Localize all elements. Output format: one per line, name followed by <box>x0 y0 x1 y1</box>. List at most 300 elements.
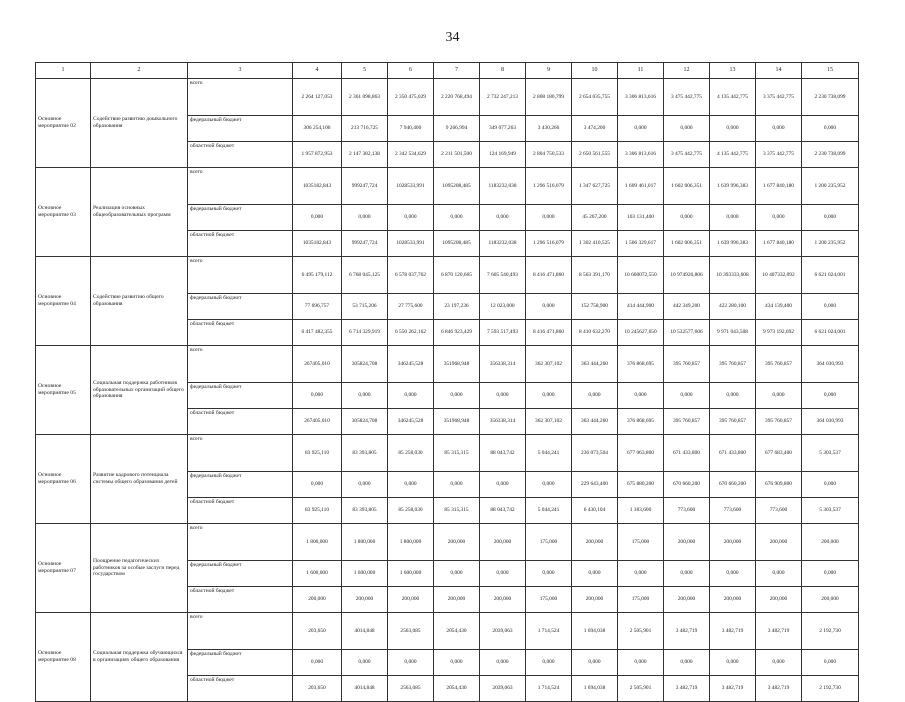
amount-cell: 3 482,719 <box>664 676 710 702</box>
amount-cell: 85 315,315 <box>434 435 480 472</box>
amount-cell: 0,000 <box>802 472 859 498</box>
amount-cell: 395 760,857 <box>756 346 802 383</box>
amount-cell: 1 296 516,079 <box>526 168 572 205</box>
amount-cell: 2563,085 <box>388 613 434 650</box>
budget-source-label: федеральный бюджет <box>188 383 293 409</box>
amount-cell: 0,000 <box>342 472 388 498</box>
amount-cell: 8 416 471,860 <box>526 257 572 294</box>
amount-cell: 152 758,900 <box>572 294 618 320</box>
amount-cell: 0,000 <box>618 116 664 142</box>
amount-cell: 0,000 <box>526 472 572 498</box>
amount-cell: 3 306 813,616 <box>618 79 664 116</box>
amount-cell: 3 475 442,775 <box>664 79 710 116</box>
amount-cell: 200,000 <box>802 524 859 561</box>
amount-cell: 200,000 <box>388 587 434 613</box>
amount-cell: 0,000 <box>293 205 342 231</box>
amount-cell: 5 044,241 <box>526 435 572 472</box>
measure-name: Основное мероприятие 06 <box>36 435 91 524</box>
amount-cell: 0,000 <box>802 116 859 142</box>
amount-cell: 2 192,730 <box>802 613 859 650</box>
column-number: 15 <box>802 63 859 79</box>
amount-cell: 2563,085 <box>388 676 434 702</box>
amount-cell: 1183232,038 <box>480 231 526 257</box>
budget-source-label: областной бюджет <box>188 676 293 702</box>
budget-table-container <box>35 62 858 702</box>
amount-cell: 0,000 <box>480 650 526 676</box>
amount-cell: 0,000 <box>293 650 342 676</box>
amount-cell: 203,650 <box>293 613 342 650</box>
amount-cell: 1 957 872,953 <box>293 142 342 168</box>
amount-cell: 88 043,742 <box>480 498 526 524</box>
amount-cell: 200,000 <box>802 587 859 613</box>
budget-source-label: областной бюджет <box>188 587 293 613</box>
amount-cell: 2 230 738,099 <box>802 142 859 168</box>
amount-cell: 395 760,857 <box>710 346 756 383</box>
amount-cell: 0,000 <box>434 383 480 409</box>
amount-cell: 1 200 235,952 <box>802 168 859 205</box>
amount-cell: 1 200 235,952 <box>802 231 859 257</box>
amount-cell: 200,000 <box>756 587 802 613</box>
amount-cell: 1 677 840,180 <box>756 231 802 257</box>
budget-source-label: областной бюджет <box>188 409 293 435</box>
budget-source-label: федеральный бюджет <box>188 294 293 320</box>
amount-cell: 1 602 006,351 <box>664 231 710 257</box>
amount-cell: 85 315,315 <box>434 498 480 524</box>
budget-source-label: всего <box>188 346 293 383</box>
amount-cell: 1028533,991 <box>388 168 434 205</box>
amount-cell: 1 677 840,180 <box>756 168 802 205</box>
amount-cell: 236 073,504 <box>572 435 618 472</box>
amount-cell: 1 639 996,383 <box>710 231 756 257</box>
amount-cell: 1 714,524 <box>526 676 572 702</box>
amount-cell: 2054,430 <box>434 676 480 702</box>
measure-name: Основное мероприятие 02 <box>36 79 91 168</box>
amount-cell: 23 197,236 <box>434 294 480 320</box>
amount-cell: 10 245627,650 <box>618 320 664 346</box>
budget-source-label: всего <box>188 257 293 294</box>
amount-cell: 85 258,030 <box>388 498 434 524</box>
table-row <box>36 613 859 650</box>
amount-cell: 0,000 <box>526 650 572 676</box>
amount-cell: 2 505,901 <box>618 613 664 650</box>
amount-cell: 124 169,949 <box>480 142 526 168</box>
amount-cell: 175,000 <box>526 524 572 561</box>
amount-cell: 6 846 923,429 <box>434 320 480 346</box>
amount-cell: 0,000 <box>434 650 480 676</box>
amount-cell: 676 909,800 <box>756 472 802 498</box>
amount-cell: 10 532577,606 <box>664 320 710 346</box>
table-row <box>36 346 859 383</box>
measure-name: Основное мероприятие 04 <box>36 257 91 346</box>
amount-cell: 2 350 475,029 <box>388 79 434 116</box>
amount-cell: 1 347 627,725 <box>572 168 618 205</box>
amount-cell: 200,000 <box>434 524 480 561</box>
amount-cell: 364 030,993 <box>802 346 859 383</box>
column-number: 1 <box>36 63 91 79</box>
amount-cell: 670 660,200 <box>664 472 710 498</box>
amount-cell: 200,000 <box>434 587 480 613</box>
amount-cell: 2054,430 <box>434 613 480 650</box>
amount-cell: 0,000 <box>802 205 859 231</box>
amount-cell: 999247,724 <box>342 231 388 257</box>
amount-cell: 0,000 <box>710 383 756 409</box>
amount-cell: 0,000 <box>710 116 756 142</box>
amount-cell: 363 444,260 <box>572 346 618 383</box>
budget-source-label: всего <box>188 613 293 650</box>
table-row <box>36 79 859 116</box>
amount-cell: 200,000 <box>480 587 526 613</box>
amount-cell: 1 296 516,079 <box>526 231 572 257</box>
column-number: 3 <box>188 63 293 79</box>
column-number: 11 <box>618 63 664 79</box>
amount-cell: 2 505,901 <box>618 676 664 702</box>
amount-cell: 200,000 <box>293 587 342 613</box>
amount-cell: 0,000 <box>802 294 859 320</box>
amount-cell: 1 602 006,351 <box>664 168 710 205</box>
budget-source-label: федеральный бюджет <box>188 650 293 676</box>
amount-cell: 346245,528 <box>388 346 434 383</box>
amount-cell: 12 023,000 <box>480 294 526 320</box>
budget-source-label: областной бюджет <box>188 320 293 346</box>
amount-cell: 2 808 180,799 <box>526 79 572 116</box>
amount-cell: 414 444,900 <box>618 294 664 320</box>
column-number: 10 <box>572 63 618 79</box>
amount-cell: 0,000 <box>618 383 664 409</box>
amount-cell: 2 732 247,213 <box>480 79 526 116</box>
budget-source-label: всего <box>188 524 293 561</box>
amount-cell: 1 609 461,017 <box>618 168 664 205</box>
amount-cell: 0,000 <box>664 116 710 142</box>
amount-cell: 267405,010 <box>293 409 342 435</box>
amount-cell: 200,000 <box>710 524 756 561</box>
amount-cell: 362 307,102 <box>526 409 572 435</box>
column-number: 6 <box>388 63 434 79</box>
amount-cell: 363 444,260 <box>572 409 618 435</box>
amount-cell: 0,000 <box>802 561 859 587</box>
amount-cell: 395 760,857 <box>756 409 802 435</box>
amount-cell: 2039,063 <box>480 613 526 650</box>
amount-cell: 0,000 <box>618 650 664 676</box>
amount-cell: 6 714 329,919 <box>342 320 388 346</box>
amount-cell: 1 800,000 <box>388 524 434 561</box>
amount-cell: 0,000 <box>342 650 388 676</box>
amount-cell: 213 716,725 <box>342 116 388 142</box>
amount-cell: 0,000 <box>526 561 572 587</box>
measure-name: Основное мероприятие 07 <box>36 524 91 613</box>
amount-cell: 1035182,843 <box>293 231 342 257</box>
amount-cell: 0,000 <box>434 205 480 231</box>
amount-cell: 6 417 482,355 <box>293 320 342 346</box>
amount-cell: 200,000 <box>480 524 526 561</box>
amount-cell: 175,000 <box>618 524 664 561</box>
amount-cell: 6 430,104 <box>572 498 618 524</box>
amount-cell: 4 135 442,775 <box>710 142 756 168</box>
budget-source-label: областной бюджет <box>188 231 293 257</box>
amount-cell: 10 393333,608 <box>710 257 756 294</box>
header-row <box>36 63 859 79</box>
amount-cell: 3 482,719 <box>710 676 756 702</box>
amount-cell: 3 430,266 <box>526 116 572 142</box>
amount-cell: 376 868,695 <box>618 409 664 435</box>
measure-description: Поощрение педагогических работников за особые заслуги перед государством <box>91 524 188 613</box>
amount-cell: 6 550 262,162 <box>388 320 434 346</box>
amount-cell: 1 639 996,383 <box>710 168 756 205</box>
amount-cell: 395 760,857 <box>664 409 710 435</box>
amount-cell: 3 482,719 <box>710 613 756 650</box>
amount-cell: 7 940,400 <box>388 116 434 142</box>
amount-cell: 677 063,800 <box>618 435 664 472</box>
amount-cell: 349 077,263 <box>480 116 526 142</box>
column-number: 8 <box>480 63 526 79</box>
amount-cell: 200,000 <box>756 524 802 561</box>
amount-cell: 671 433,800 <box>664 435 710 472</box>
amount-cell: 0,000 <box>342 383 388 409</box>
amount-cell: 0,000 <box>434 561 480 587</box>
amount-cell: 2 264 127,053 <box>293 79 342 116</box>
column-number: 14 <box>756 63 802 79</box>
amount-cell: 200,000 <box>664 524 710 561</box>
amount-cell: 6 578 037,762 <box>388 257 434 294</box>
amount-cell: 45 267,200 <box>572 205 618 231</box>
amount-cell: 1028533,991 <box>388 231 434 257</box>
budget-source-label: федеральный бюджет <box>188 205 293 231</box>
measure-description: Социальная поддержка работников образовательных организаций общего образования <box>91 346 188 435</box>
amount-cell: 305824,708 <box>342 346 388 383</box>
budget-source-label: федеральный бюджет <box>188 472 293 498</box>
amount-cell: 3 475 442,775 <box>664 142 710 168</box>
amount-cell: 0,000 <box>572 650 618 676</box>
amount-cell: 773,600 <box>664 498 710 524</box>
measure-description: Содействие развитию общего образования <box>91 257 188 346</box>
amount-cell: 229 643,400 <box>572 472 618 498</box>
amount-cell: 103 131,400 <box>618 205 664 231</box>
amount-cell: 362 307,102 <box>526 346 572 383</box>
amount-cell: 1 183,600 <box>618 498 664 524</box>
amount-cell: 1 714,524 <box>526 613 572 650</box>
amount-cell: 395 760,857 <box>664 346 710 383</box>
amount-cell: 0,000 <box>802 383 859 409</box>
amount-cell: 83 925,110 <box>293 498 342 524</box>
amount-cell: 677 683,400 <box>756 435 802 472</box>
amount-cell: 27 775,600 <box>388 294 434 320</box>
amount-cell: 8 563 391,170 <box>572 257 618 294</box>
amount-cell: 0,000 <box>802 650 859 676</box>
amount-cell: 6 495 179,112 <box>293 257 342 294</box>
amount-cell: 5 303,537 <box>802 498 859 524</box>
amount-cell: 0,000 <box>664 383 710 409</box>
amount-cell: 2 192,730 <box>802 676 859 702</box>
amount-cell: 7 593 517,493 <box>480 320 526 346</box>
amount-cell: 1183232,038 <box>480 168 526 205</box>
amount-cell: 2 804 750,533 <box>526 142 572 168</box>
amount-cell: 4014,848 <box>342 613 388 650</box>
amount-cell: 346245,528 <box>388 409 434 435</box>
amount-cell: 376 868,695 <box>618 346 664 383</box>
amount-cell: 6 621 024,001 <box>802 257 859 294</box>
budget-source-label: областной бюджет <box>188 498 293 524</box>
amount-cell: 0,000 <box>710 650 756 676</box>
amount-cell: 0,000 <box>388 650 434 676</box>
amount-cell: 0,000 <box>664 205 710 231</box>
measure-description: Развитие кадрового потенциала системы общего образования детей <box>91 435 188 524</box>
amount-cell: 7 605 540,493 <box>480 257 526 294</box>
amount-cell: 8 410 632,270 <box>572 320 618 346</box>
amount-cell: 200,000 <box>664 587 710 613</box>
amount-cell: 9 973 192,692 <box>756 320 802 346</box>
amount-cell: 2 342 534,629 <box>388 142 434 168</box>
amount-cell: 0,000 <box>526 205 572 231</box>
amount-cell: 9 971 043,508 <box>710 320 756 346</box>
amount-cell: 395 760,857 <box>710 409 756 435</box>
amount-cell: 0,000 <box>710 205 756 231</box>
amount-cell: 356338,314 <box>480 409 526 435</box>
amount-cell: 999247,724 <box>342 168 388 205</box>
amount-cell: 88 043,742 <box>480 435 526 472</box>
amount-cell: 0,000 <box>480 472 526 498</box>
amount-cell: 6 870 120,665 <box>434 257 480 294</box>
amount-cell: 83 393,805 <box>342 435 388 472</box>
amount-cell: 53 715,206 <box>342 294 388 320</box>
amount-cell: 9 266,994 <box>434 116 480 142</box>
amount-cell: 442 349,200 <box>664 294 710 320</box>
amount-cell: 6 621 024,001 <box>802 320 859 346</box>
column-number: 5 <box>342 63 388 79</box>
amount-cell: 0,000 <box>342 205 388 231</box>
amount-cell: 3 375 442,775 <box>756 79 802 116</box>
amount-cell: 8 416 471,860 <box>526 320 572 346</box>
amount-cell: 364 030,993 <box>802 409 859 435</box>
amount-cell: 1 600,000 <box>293 561 342 587</box>
amount-cell: 267405,010 <box>293 346 342 383</box>
amount-cell: 3 375 442,775 <box>756 142 802 168</box>
amount-cell: 77 696,757 <box>293 294 342 320</box>
amount-cell: 3 306 813,616 <box>618 142 664 168</box>
table-row <box>36 168 859 205</box>
amount-cell: 0,000 <box>526 294 572 320</box>
amount-cell: 422 280,100 <box>710 294 756 320</box>
amount-cell: 773,600 <box>756 498 802 524</box>
amount-cell: 1 506 329,617 <box>618 231 664 257</box>
amount-cell: 1 694,038 <box>572 613 618 650</box>
amount-cell: 0,000 <box>293 472 342 498</box>
amount-cell: 1095208,485 <box>434 168 480 205</box>
amount-cell: 2 220 768,494 <box>434 79 480 116</box>
amount-cell: 5 303,537 <box>802 435 859 472</box>
amount-cell: 0,000 <box>572 383 618 409</box>
amount-cell: 0,000 <box>756 205 802 231</box>
amount-cell: 0,000 <box>388 205 434 231</box>
budget-source-label: федеральный бюджет <box>188 116 293 142</box>
amount-cell: 1 600,000 <box>342 561 388 587</box>
amount-cell: 4 135 442,775 <box>710 79 756 116</box>
measure-description: Реализация основных общеобразовательных программ <box>91 168 188 257</box>
amount-cell: 200,000 <box>572 587 618 613</box>
amount-cell: 2 654 035,755 <box>572 79 618 116</box>
budget-source-label: федеральный бюджет <box>188 561 293 587</box>
measure-name: Основное мероприятие 03 <box>36 168 91 257</box>
amount-cell: 675 880,200 <box>618 472 664 498</box>
amount-cell: 200,000 <box>710 587 756 613</box>
amount-cell: 0,000 <box>388 383 434 409</box>
page-number: 34 <box>445 30 460 45</box>
amount-cell: 83 393,805 <box>342 498 388 524</box>
table-row <box>36 257 859 294</box>
amount-cell: 4014,848 <box>342 676 388 702</box>
amount-cell: 0,000 <box>480 205 526 231</box>
amount-cell: 2 230 738,099 <box>802 79 859 116</box>
amount-cell: 434 139,400 <box>756 294 802 320</box>
amount-cell: 2039,063 <box>480 676 526 702</box>
amount-cell: 773,600 <box>710 498 756 524</box>
amount-cell: 0,000 <box>480 561 526 587</box>
table-row <box>36 435 859 472</box>
column-number: 7 <box>434 63 480 79</box>
amount-cell: 3 482,719 <box>756 613 802 650</box>
budget-table <box>35 62 859 702</box>
amount-cell: 0,000 <box>664 561 710 587</box>
amount-cell: 0,000 <box>710 561 756 587</box>
amount-cell: 83 925,110 <box>293 435 342 472</box>
amount-cell: 351968,948 <box>434 346 480 383</box>
amount-cell: 200,000 <box>572 524 618 561</box>
amount-cell: 2 650 561,555 <box>572 142 618 168</box>
amount-cell: 0,000 <box>756 383 802 409</box>
amount-cell: 1035182,843 <box>293 168 342 205</box>
amount-cell: 0,000 <box>756 116 802 142</box>
budget-source-label: всего <box>188 79 293 116</box>
budget-source-label: всего <box>188 435 293 472</box>
amount-cell: 0,000 <box>293 383 342 409</box>
column-number: 2 <box>91 63 188 79</box>
amount-cell: 175,000 <box>526 587 572 613</box>
amount-cell: 10 660072,550 <box>618 257 664 294</box>
amount-cell: 1095208,485 <box>434 231 480 257</box>
amount-cell: 0,000 <box>480 383 526 409</box>
amount-cell: 0,000 <box>572 561 618 587</box>
amount-cell: 2 147 382,138 <box>342 142 388 168</box>
amount-cell: 671 433,800 <box>710 435 756 472</box>
amount-cell: 2 211 501,500 <box>434 142 480 168</box>
amount-cell: 6 768 045,125 <box>342 257 388 294</box>
amount-cell: 670 660,200 <box>710 472 756 498</box>
amount-cell: 0,000 <box>756 650 802 676</box>
amount-cell: 1 800,000 <box>293 524 342 561</box>
measure-description: Содействие развитию дошкольного образования <box>91 79 188 168</box>
amount-cell: 200,000 <box>342 587 388 613</box>
amount-cell: 0,000 <box>756 561 802 587</box>
amount-cell: 0,000 <box>618 561 664 587</box>
amount-cell: 305824,708 <box>342 409 388 435</box>
column-number: 13 <box>710 63 756 79</box>
amount-cell: 10 974926,806 <box>664 257 710 294</box>
amount-cell: 1 694,038 <box>572 676 618 702</box>
measure-name: Основное мероприятие 08 <box>36 613 91 702</box>
budget-source-label: всего <box>188 168 293 205</box>
amount-cell: 0,000 <box>388 472 434 498</box>
amount-cell: 0,000 <box>664 650 710 676</box>
column-number: 4 <box>293 63 342 79</box>
measure-description: Социальная поддержка обучающихся в организациях общего образования <box>91 613 188 702</box>
amount-cell: 203,650 <box>293 676 342 702</box>
column-number: 12 <box>664 63 710 79</box>
amount-cell: 1 302 410,525 <box>572 231 618 257</box>
amount-cell: 351968,948 <box>434 409 480 435</box>
amount-cell: 356338,314 <box>480 346 526 383</box>
amount-cell: 2 361 098,863 <box>342 79 388 116</box>
amount-cell: 5 044,241 <box>526 498 572 524</box>
amount-cell: 3 482,719 <box>756 676 802 702</box>
amount-cell: 85 258,030 <box>388 435 434 472</box>
